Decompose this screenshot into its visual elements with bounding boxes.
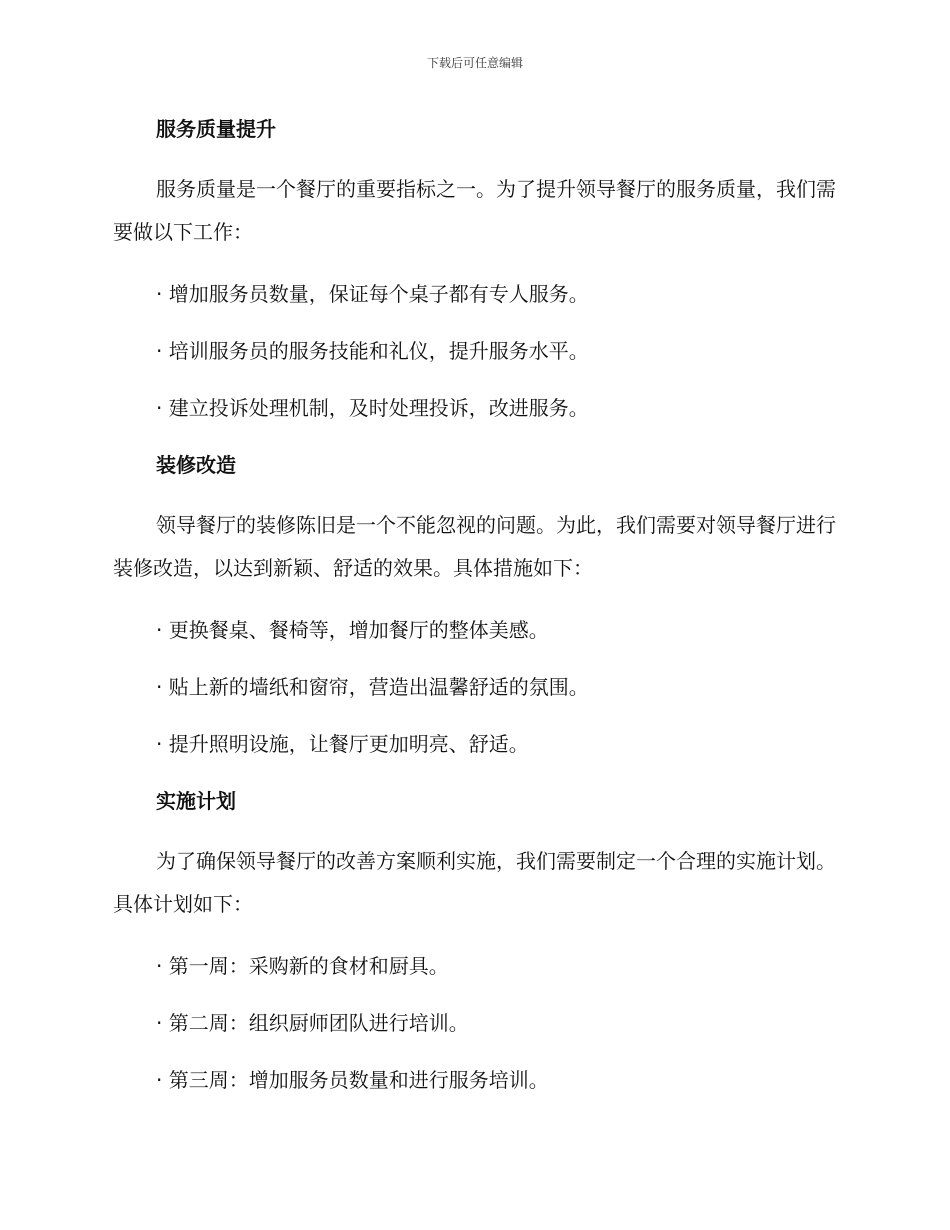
bullet-item: · 建立投诉处理机制，及时处理投诉，改进服务。 [156, 396, 589, 420]
page-header: 下载后可任意编辑 [426, 56, 523, 70]
section-heading-implementation-plan: 实施计划 [156, 789, 236, 813]
bullet-item: · 第三周：增加服务员数量和进行服务培训。 [156, 1068, 549, 1092]
bullet-item: · 增加服务员数量，保证每个桌子都有专人服务。 [156, 282, 589, 306]
bullet-item: · 第一周：采购新的食材和厨具。 [156, 954, 449, 978]
section-heading-renovation: 装修改造 [156, 453, 236, 477]
section-paragraph-renovation: 领导餐厅的装修陈旧是一个不能忽视的问题。为此，我们需要对领导餐厅进行装修改造，以达到新颖、舒适的效果。具体措施如下： [113, 513, 836, 580]
bullet-item: · 更换餐桌、餐椅等，增加餐厅的整体美感。 [156, 618, 549, 642]
section-heading-service-quality: 服务质量提升 [156, 117, 276, 141]
bullet-item: · 贴上新的墙纸和窗帘，营造出温馨舒适的氛围。 [156, 675, 589, 699]
bullet-item: · 提升照明设施，让餐厅更加明亮、舒适。 [156, 732, 529, 756]
bullet-item: · 培训服务员的服务技能和礼仪，提升服务水平。 [156, 339, 589, 363]
section-paragraph-implementation-plan: 为了确保领导餐厅的改善方案顺利实施，我们需要制定一个合理的实施计划。具体计划如下： [113, 849, 836, 916]
document-body [113, 112, 838, 1097]
bullet-item: · 第二周：组织厨师团队进行培训。 [156, 1011, 469, 1035]
section-paragraph-service-quality: 服务质量是一个餐厅的重要指标之一。为了提升领导餐厅的服务质量，我们需要做以下工作： [113, 177, 836, 244]
